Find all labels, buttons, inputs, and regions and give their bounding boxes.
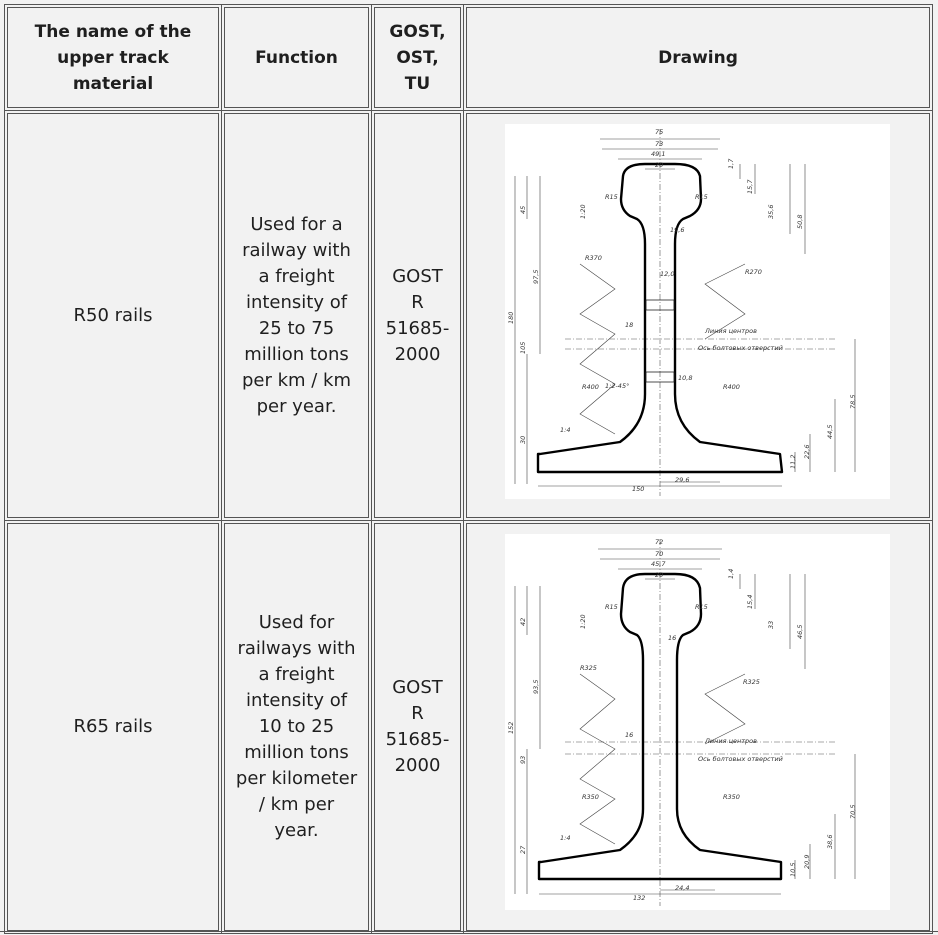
r65-slope-14: 1:4 <box>560 834 571 842</box>
row1-function-text: Used for a railway with a freight intensity of 25 to 75 million tons per km / km per year. <box>241 213 352 417</box>
row1-function <box>221 110 372 521</box>
row2-name-text: R65 rails <box>73 716 153 737</box>
r65-dim-33: 33 <box>767 620 775 629</box>
r65-dim-42: 42 <box>519 617 527 626</box>
r65-r325-right: R325 <box>743 678 760 686</box>
r65-dim-70-5: 70,5 <box>849 804 857 819</box>
r50-rail-drawing <box>505 124 890 499</box>
row2-name <box>4 520 222 934</box>
r65-dim-72: 72 <box>655 538 664 546</box>
r65-r15-right: R15 <box>695 603 708 611</box>
r50-r400-left: R400 <box>582 383 599 391</box>
r50-dim-105: 105 <box>519 341 527 354</box>
r50-dim-78: 78,5 <box>849 394 857 409</box>
r50-r15-left: R15 <box>605 193 618 201</box>
header-name <box>4 4 222 111</box>
r65-rail-svg <box>505 534 890 910</box>
r50-legend-1: Линия центров <box>705 327 757 335</box>
r65-slope-120: 1:20 <box>579 614 587 629</box>
r50-r270: R270 <box>745 268 762 276</box>
r50-dim-15: 15,7 <box>746 179 754 194</box>
r65-dim-45: 45,7 <box>651 560 666 568</box>
r50-r370: R370 <box>585 254 602 262</box>
header-function <box>221 4 372 111</box>
row2-function <box>221 520 372 934</box>
row2-standard <box>371 520 464 934</box>
r50-dim-150: 150 <box>632 485 645 493</box>
row2-standard-text: GOST R 51685-2000 <box>385 677 450 776</box>
header-standard-text: GOST, OST, TU <box>389 21 446 94</box>
r65-dim-93-5: 93,5 <box>532 679 540 694</box>
header-name-text: The name of the upper track material <box>34 21 192 94</box>
r65-dim-24: 24,4 <box>675 884 690 892</box>
r65-legend-1: Линия центров <box>705 737 757 745</box>
r65-r350-right: R350 <box>723 793 740 801</box>
r50-dim-50: 50,8 <box>796 214 804 229</box>
header-drawing <box>463 4 933 111</box>
r65-dim-93: 93 <box>519 755 527 764</box>
r50-slope-120: 1:20 <box>579 204 587 219</box>
r50-dim-20: 20 <box>655 161 664 169</box>
r50-slope-14: 1:4 <box>560 426 571 434</box>
r65-dim-70: 70 <box>655 550 664 558</box>
r65-r350-left: R350 <box>582 793 599 801</box>
r50-r400-right: R400 <box>723 383 740 391</box>
r50-dim-44: 44,5 <box>826 424 834 439</box>
r65-dim-46: 46,5 <box>796 624 804 639</box>
header-drawing-text: Drawing <box>658 47 738 68</box>
r50-dim-45: 45 <box>519 205 527 214</box>
row1-name-text: R50 rails <box>73 304 153 326</box>
r65-dim-16b: 16 <box>625 731 634 739</box>
r50-dim-11: 11,2 <box>789 454 797 469</box>
header-function-text: Function <box>255 47 338 68</box>
r65-legend-2: Ось болтовых отверстий <box>698 755 783 763</box>
r50-dim-18: 18 <box>625 321 634 329</box>
row1-standard-text: GOST R 51685-2000 <box>385 265 450 365</box>
header-standard <box>371 4 464 111</box>
r65-dim-15: 15,4 <box>746 594 754 609</box>
r50-dim-35: 35,6 <box>767 204 775 219</box>
r65-dim-16a: 16 <box>668 634 677 642</box>
r65-dim-38: 38,6 <box>826 834 834 849</box>
r50-rail-svg <box>505 124 890 499</box>
r50-dim-22: 22,6 <box>803 444 811 459</box>
row1-name <box>4 110 222 521</box>
r50-dim-75: 75 <box>655 128 664 136</box>
r50-dim-1-7: 1,7 <box>727 158 735 169</box>
row1-standard <box>371 110 464 521</box>
r65-r325-left: R325 <box>580 664 597 672</box>
r50-dim-49: 49,1 <box>651 150 666 158</box>
r65-dim-27: 27 <box>519 845 527 854</box>
table-bottom-edge <box>0 931 938 935</box>
r50-r15-right: R15 <box>695 193 708 201</box>
r65-r15-left: R15 <box>605 603 618 611</box>
r50-dim-73: 73 <box>655 140 664 148</box>
r50-dim-19: 19,6 <box>670 226 685 234</box>
r50-slope: 1:2-45° <box>605 382 630 390</box>
r65-dim-152: 152 <box>507 721 515 734</box>
r50-dim-97: 97,5 <box>532 269 540 284</box>
r65-dim-1-4: 1,4 <box>727 568 735 579</box>
r65-dim-20-9: 20,9 <box>803 854 811 869</box>
r50-legend-2: Ось болтовых отверстий <box>698 344 783 352</box>
row2-function-text: Used for railways with a freight intensity of 10 to 25 million tons per kilometer / km per year. <box>235 612 358 841</box>
r65-dim-20: 20 <box>655 571 664 579</box>
r50-dim-29: 29,6 <box>675 476 690 484</box>
r50-dim-10: 10,8 <box>678 374 693 382</box>
r50-dim-12: 12,0 <box>660 270 675 278</box>
r65-dim-132: 132 <box>633 894 646 902</box>
r65-rail-drawing <box>505 534 890 910</box>
r50-dim-30: 30 <box>519 435 527 444</box>
r65-dim-10: 10,5 <box>789 862 797 877</box>
r50-dim-180: 180 <box>507 311 515 324</box>
